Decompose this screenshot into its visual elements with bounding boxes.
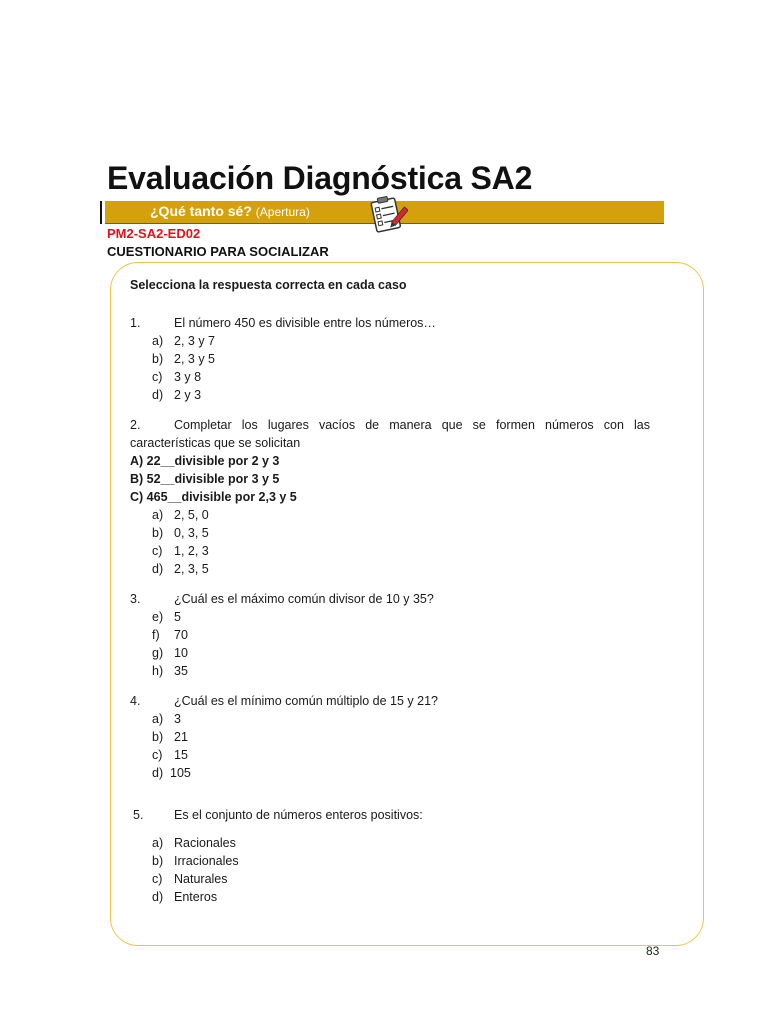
question-number: 3. (130, 592, 141, 606)
questionnaire-content (130, 276, 650, 906)
title-margin-rule (100, 201, 102, 224)
option-text: 21 (174, 730, 188, 744)
document-subtitle: CUESTIONARIO PARA SOCIALIZAR (107, 244, 329, 259)
option-text: 2, 3, 5 (174, 562, 209, 576)
question-text: ¿Cuál es el mínimo común múltiplo de 15 y 21? (174, 694, 439, 708)
question-text: Completar los lugares vacíos de manera que se formen números con las (174, 418, 650, 432)
option-letter: a) (152, 334, 164, 348)
answer-option (130, 852, 650, 870)
fill-item-condition: divisible por 2,3 y 5 (181, 490, 297, 504)
answer-option (130, 644, 650, 662)
option-text: 105 (170, 766, 191, 780)
answer-option (130, 746, 650, 764)
answer-option (130, 870, 650, 888)
answer-option (130, 560, 650, 578)
banner-label (150, 203, 310, 219)
answer-option (130, 626, 650, 644)
option-text: 3 (174, 712, 181, 726)
question-text-continued: características que se solicitan (130, 436, 301, 450)
option-text: Naturales (174, 872, 228, 886)
option-letter: f) (152, 628, 160, 642)
fill-item-b (130, 470, 650, 488)
fill-item-condition: divisible por 3 y 5 (174, 472, 280, 486)
answer-option (130, 662, 650, 680)
option-letter: c) (152, 748, 163, 762)
answer-option (130, 386, 650, 404)
option-text: 0, 3, 5 (174, 526, 209, 540)
option-letter: c) (152, 872, 163, 886)
option-text: 3 y 8 (174, 370, 202, 384)
fill-item-number: C) 465 (130, 490, 168, 504)
question-number: 2. (130, 418, 141, 432)
checklist-pencil-icon (366, 194, 408, 236)
option-text: 1, 2, 3 (174, 544, 209, 558)
answer-option (130, 506, 650, 524)
answer-option (130, 368, 650, 386)
option-text: 10 (174, 646, 188, 660)
fill-item-number: A) 22 (130, 454, 161, 468)
option-letter: b) (152, 854, 164, 868)
option-text: 2, 3 y 5 (174, 352, 215, 366)
option-letter: a) (152, 508, 164, 522)
answer-option (130, 710, 650, 728)
question-5 (130, 806, 650, 906)
question-number: 5. (133, 808, 144, 822)
page-number: 83 (646, 944, 660, 958)
answer-option (130, 350, 650, 368)
fill-item-number: B) 52 (130, 472, 161, 486)
fill-item-condition: divisible por 2 y 3 (174, 454, 280, 468)
option-letter: d) (152, 562, 164, 576)
answer-option (130, 332, 650, 350)
option-text: 35 (174, 664, 188, 678)
banner-sub-text: (Apertura) (255, 205, 310, 219)
option-letter: a) (152, 836, 164, 850)
option-letter: a) (152, 712, 164, 726)
option-text: Irracionales (174, 854, 239, 868)
option-letter: b) (152, 730, 164, 744)
option-text: 5 (174, 610, 181, 624)
fill-blank: __ (160, 454, 175, 468)
option-text: 70 (174, 628, 188, 642)
page-title: Evaluación Diagnóstica SA2 (107, 160, 533, 196)
option-letter: b) (152, 352, 164, 366)
option-text: 2, 3 y 7 (174, 334, 215, 348)
answer-option (130, 834, 650, 852)
question-2 (130, 416, 650, 578)
answer-option (130, 524, 650, 542)
option-letter: h) (152, 664, 164, 678)
fill-blank: __ (167, 490, 182, 504)
fill-item-a (130, 452, 650, 470)
answer-option (130, 728, 650, 746)
option-letter: c) (152, 370, 163, 384)
instruction-text: Selecciona la respuesta correcta en cada caso (130, 278, 407, 292)
question-text: El número 450 es divisible entre los números… (174, 316, 436, 330)
question-text: Es el conjunto de números enteros positivos: (174, 808, 423, 822)
option-text: 2 y 3 (174, 388, 202, 402)
option-letter: b) (152, 526, 164, 540)
fill-item-c (130, 488, 650, 506)
fill-blank: __ (160, 472, 175, 486)
answer-option (130, 888, 650, 906)
option-letter: d) (152, 890, 164, 904)
option-text: 15 (174, 748, 188, 762)
question-1 (130, 314, 650, 404)
option-text: 2, 5, 0 (174, 508, 209, 522)
option-letter: e) (152, 610, 164, 624)
option-text: Enteros (174, 890, 218, 904)
question-4 (130, 692, 650, 782)
question-3 (130, 590, 650, 680)
option-letter: c) (152, 544, 163, 558)
answer-option (130, 542, 650, 560)
option-letter: g) (152, 646, 164, 660)
answer-option (130, 764, 650, 782)
banner-main-text: ¿Qué tanto sé? (150, 203, 252, 219)
option-text: Racionales (174, 836, 236, 850)
option-letter: d) (152, 766, 164, 780)
question-number: 1. (130, 316, 141, 330)
option-letter: d) (152, 388, 164, 402)
question-text: ¿Cuál es el máximo común divisor de 10 y 35? (174, 592, 434, 606)
question-number: 4. (130, 694, 141, 708)
answer-option (130, 608, 650, 626)
document-code: PM2-SA2-ED02 (107, 226, 201, 241)
